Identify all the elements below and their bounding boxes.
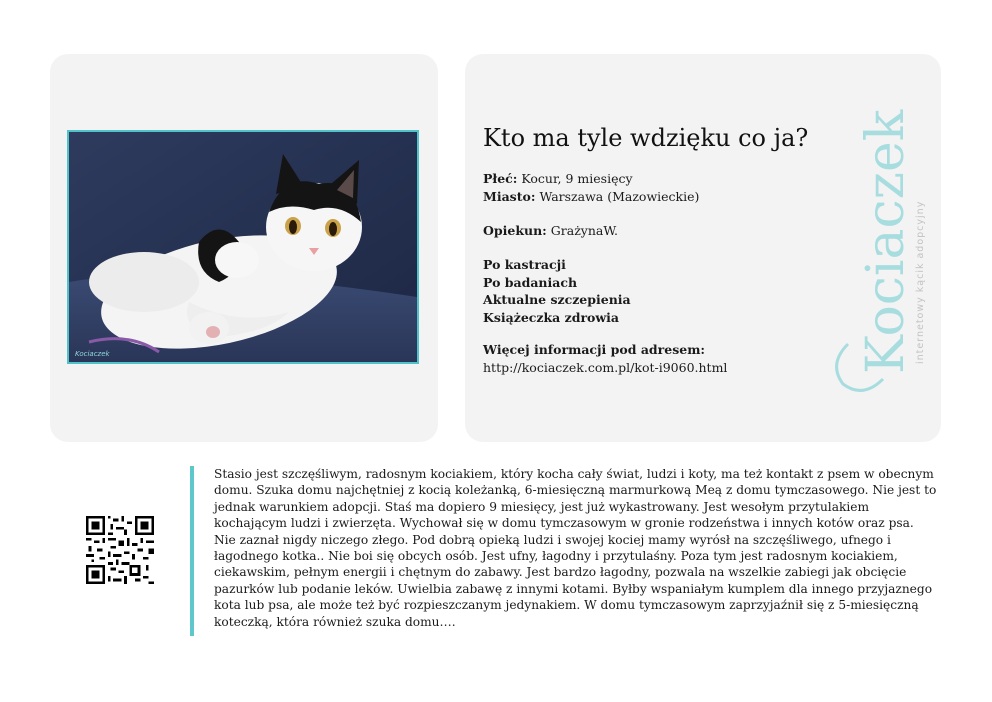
photo-watermark: Kociaczek [75, 350, 110, 358]
city-row [483, 188, 699, 206]
logo-tagline: internetowy kącik adopcyjny [915, 200, 926, 364]
health-item: Książeczka zdrowia [483, 309, 619, 325]
gender-label: Płeć: [483, 171, 518, 186]
more-info [483, 341, 727, 376]
more-info-label: Więcej informacji pod adresem: [483, 342, 706, 357]
info-card [465, 54, 941, 442]
gender-row [483, 170, 699, 188]
cat-illustration [69, 132, 417, 362]
caretaker-label: Opiekun: [483, 223, 547, 238]
health-list [483, 256, 631, 326]
health-item: Aktualne szczepienia [483, 292, 631, 307]
city-label: Miasto: [483, 188, 536, 204]
health-item: Po badaniach [483, 274, 578, 290]
basic-details [483, 170, 699, 205]
caretaker-value: GrażynaW. [550, 223, 618, 238]
gender-value: Kocur, 9 miesięcy [521, 171, 633, 186]
caretaker-details [483, 222, 618, 240]
qr-code-icon [86, 516, 154, 584]
kociaczek-logo [823, 74, 933, 404]
more-info-url[interactable]: http://kociaczek.com.pl/kot-i9060.html [483, 359, 728, 375]
description-text: Stasio jest szczęśliwym, radosnym kociakiem, który kocha cały świat, ludzi i koty, ma też kontakt z psem w obecnym domu. Szuka domu najchętniej z kocią koleżanką, 6-miesięczną marmurkową Meą z domu tymczasowego. Nie jest to jednak warunkiem adopcji. Staś ma dopiero 9 miesięcy, jest już wykastrowany. Jest wesołym przytulakiem kochającym ludzi i zwierzęta. Wychował się w domu tymczasowym w gronie rodzeństwa i innych kotów oraz psa. Nie zaznał nigdy niczego złego. Pod dobrą opieką ludzi i swojej kociej mamy wyrósł na szczęśliwego, ufnego i łagodnego kotka.. Nie boi się obcych osób. Jest ufny, łagodny i przytulaśny. Poza tym jest radosnym kociakiem, ciekawskim, pełnym energii i chętnym do zabawy. Jest bardzo łagodny, pozwala na wszelkie zabiegi jak obcięcie pazurków lub podanie leków. Uwielbia zabawę z innymi kotami. Byłby wspaniałym kumplem dla innego przyjaznego kota lub psa, ale może też być rozpieszczanym jedynakiem. W domu tymczasowym zaprzyjaźnił się z 5-miesięczną koteczką, która również szuka domu…. [214, 467, 937, 629]
photo-card [50, 54, 438, 442]
health-item: Po kastracji [483, 257, 566, 272]
description-section [190, 466, 950, 636]
page-title: Kto ma tyle wdzięku co ja? [483, 124, 809, 152]
logo-name: Kociaczek [856, 109, 916, 374]
cat-photo [67, 130, 419, 364]
city-value: Warszawa (Mazowieckie) [539, 188, 700, 204]
